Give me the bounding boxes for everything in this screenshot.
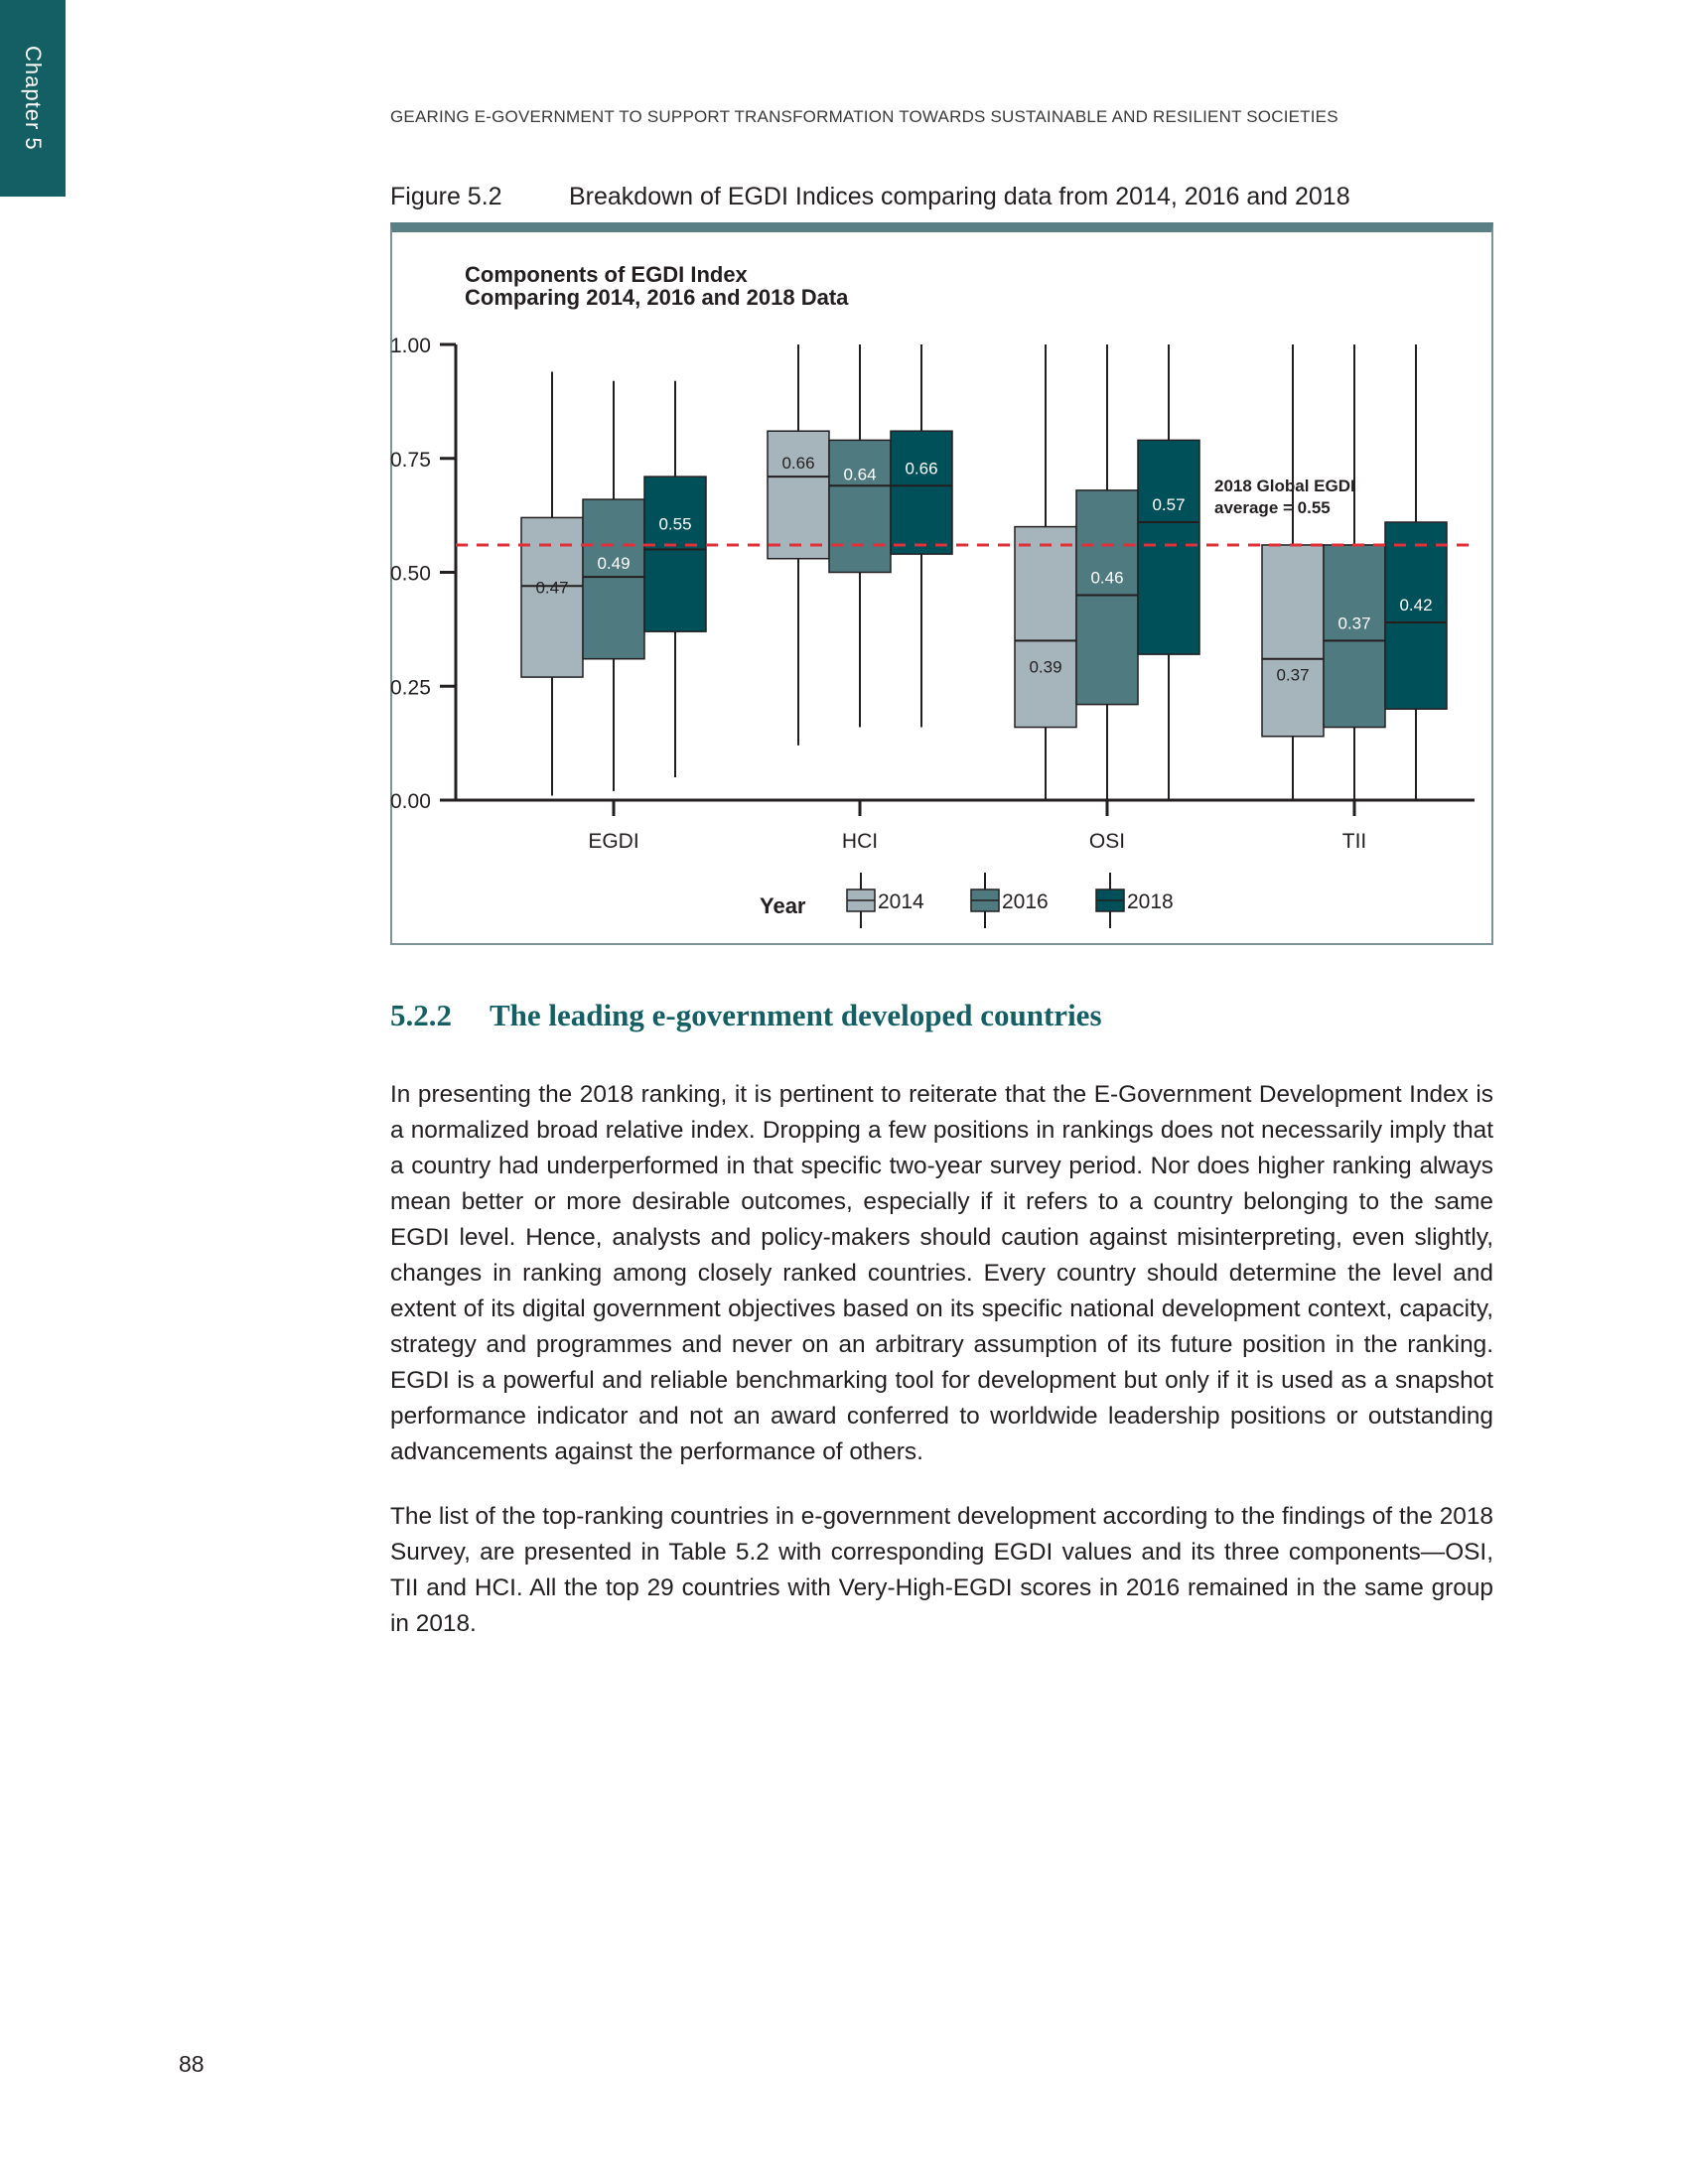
box-2018 bbox=[1138, 440, 1199, 654]
chart-subtitle: Comparing 2014, 2016 and 2018 Data bbox=[465, 285, 849, 310]
legend-label: 2016 bbox=[1002, 890, 1049, 913]
x-tick-label: TII bbox=[1341, 830, 1367, 853]
x-tick-label: HCI bbox=[841, 830, 879, 853]
median-value-label: 0.37 bbox=[1276, 665, 1310, 685]
median-value-label: 0.49 bbox=[597, 554, 631, 574]
box-2016 bbox=[1324, 545, 1385, 728]
box-2014 bbox=[1015, 527, 1076, 728]
x-tick-label: EGDI bbox=[588, 830, 639, 853]
global-average-value: average = 0.55 bbox=[1214, 498, 1331, 517]
median-value-label: 0.46 bbox=[1090, 568, 1124, 588]
figure-caption-text: Breakdown of EGDI Indices comparing data from 2014, 2016 and 2018 bbox=[569, 183, 1350, 210]
median-value-label: 0.37 bbox=[1337, 614, 1371, 633]
box-2014 bbox=[1262, 545, 1324, 737]
y-tick-label: 0.50 bbox=[390, 562, 431, 586]
median-value-label: 0.66 bbox=[781, 454, 815, 474]
box-2018 bbox=[1385, 522, 1447, 709]
x-tick-label: OSI bbox=[1088, 830, 1126, 853]
box-2014 bbox=[521, 517, 583, 677]
figure-number: Figure 5.2 bbox=[390, 183, 502, 210]
section-title: The leading e-government developed countries bbox=[490, 998, 1102, 1032]
median-value-label: 0.47 bbox=[535, 578, 569, 598]
box-2016 bbox=[583, 499, 644, 659]
egdi-boxplot-chart bbox=[390, 222, 1493, 945]
median-value-label: 0.55 bbox=[658, 514, 692, 534]
box-2018 bbox=[891, 431, 952, 554]
paragraph: The list of the top-ranking countries in e-government development according to the findings of the 2018 Survey, are presented in Table 5.2 with corresponding EGDI values and its three components—OSI, TII and HCI. All the top 29 countries with Very-High-EGDI scores in 2016 remained in the same group in 2018. bbox=[390, 1503, 1493, 1637]
y-tick-label: 0.75 bbox=[390, 448, 431, 472]
median-value-label: 0.39 bbox=[1029, 657, 1062, 677]
median-value-label: 0.57 bbox=[1152, 495, 1186, 515]
y-tick-label: 0.25 bbox=[390, 676, 431, 700]
page-number: 88 bbox=[179, 2051, 205, 2077]
median-value-label: 0.64 bbox=[843, 465, 877, 484]
y-tick-label: 0.00 bbox=[390, 790, 431, 813]
box-2018 bbox=[644, 477, 706, 631]
figure-caption bbox=[390, 183, 1350, 211]
legend-title: Year bbox=[760, 893, 806, 918]
global-average-label: 2018 Global EGDI bbox=[1214, 477, 1355, 495]
legend-label: 2014 bbox=[878, 890, 924, 913]
paragraph: In presenting the 2018 ranking, it is pertinent to reiterate that the E-Government Development Index is a normalized broad relative index. Dropping a few positions in rankings does not necessarily imply that a country had underperformed in that specific two-year survey period. Nor does higher ranking always mean better or more desirable outcomes, especially if it refers to a country belonging to the same EGDI level. Hence, analysts and policy-makers should caution against misinterpreting, even slightly, changes in ranking among closely ranked countries. Every country should determine the level and extent of its digital government objectives based on its specific national development context, capacity, strategy and programmes and never on an arbitrary assumption of its future position in the ranking. EGDI is a powerful and reliable benchmarking tool for development but only if it is used as a snapshot performance indicator and not an award conferred to worldwide leadership positions or outstanding advancements against the performance of others. bbox=[390, 1081, 1493, 1465]
chart-title: Components of EGDI Index bbox=[465, 262, 748, 287]
running-head: GEARING E-GOVERNMENT TO SUPPORT TRANSFORMATION TOWARDS SUSTAINABLE AND RESILIENT SOCIETIES bbox=[390, 107, 1338, 126]
chapter-tab-label: Chapter 5 bbox=[21, 46, 46, 151]
median-value-label: 0.42 bbox=[1399, 595, 1433, 614]
median-value-label: 0.66 bbox=[905, 459, 938, 478]
box-2014 bbox=[768, 431, 829, 559]
figure-frame bbox=[390, 222, 1493, 945]
section-heading bbox=[390, 998, 1102, 1033]
legend-label: 2018 bbox=[1127, 890, 1174, 913]
box-2016 bbox=[829, 440, 891, 572]
box-2016 bbox=[1076, 490, 1138, 705]
section-number: 5.2.2 bbox=[390, 998, 452, 1032]
chapter-tab bbox=[0, 0, 66, 197]
y-tick-label: 1.00 bbox=[390, 335, 431, 357]
